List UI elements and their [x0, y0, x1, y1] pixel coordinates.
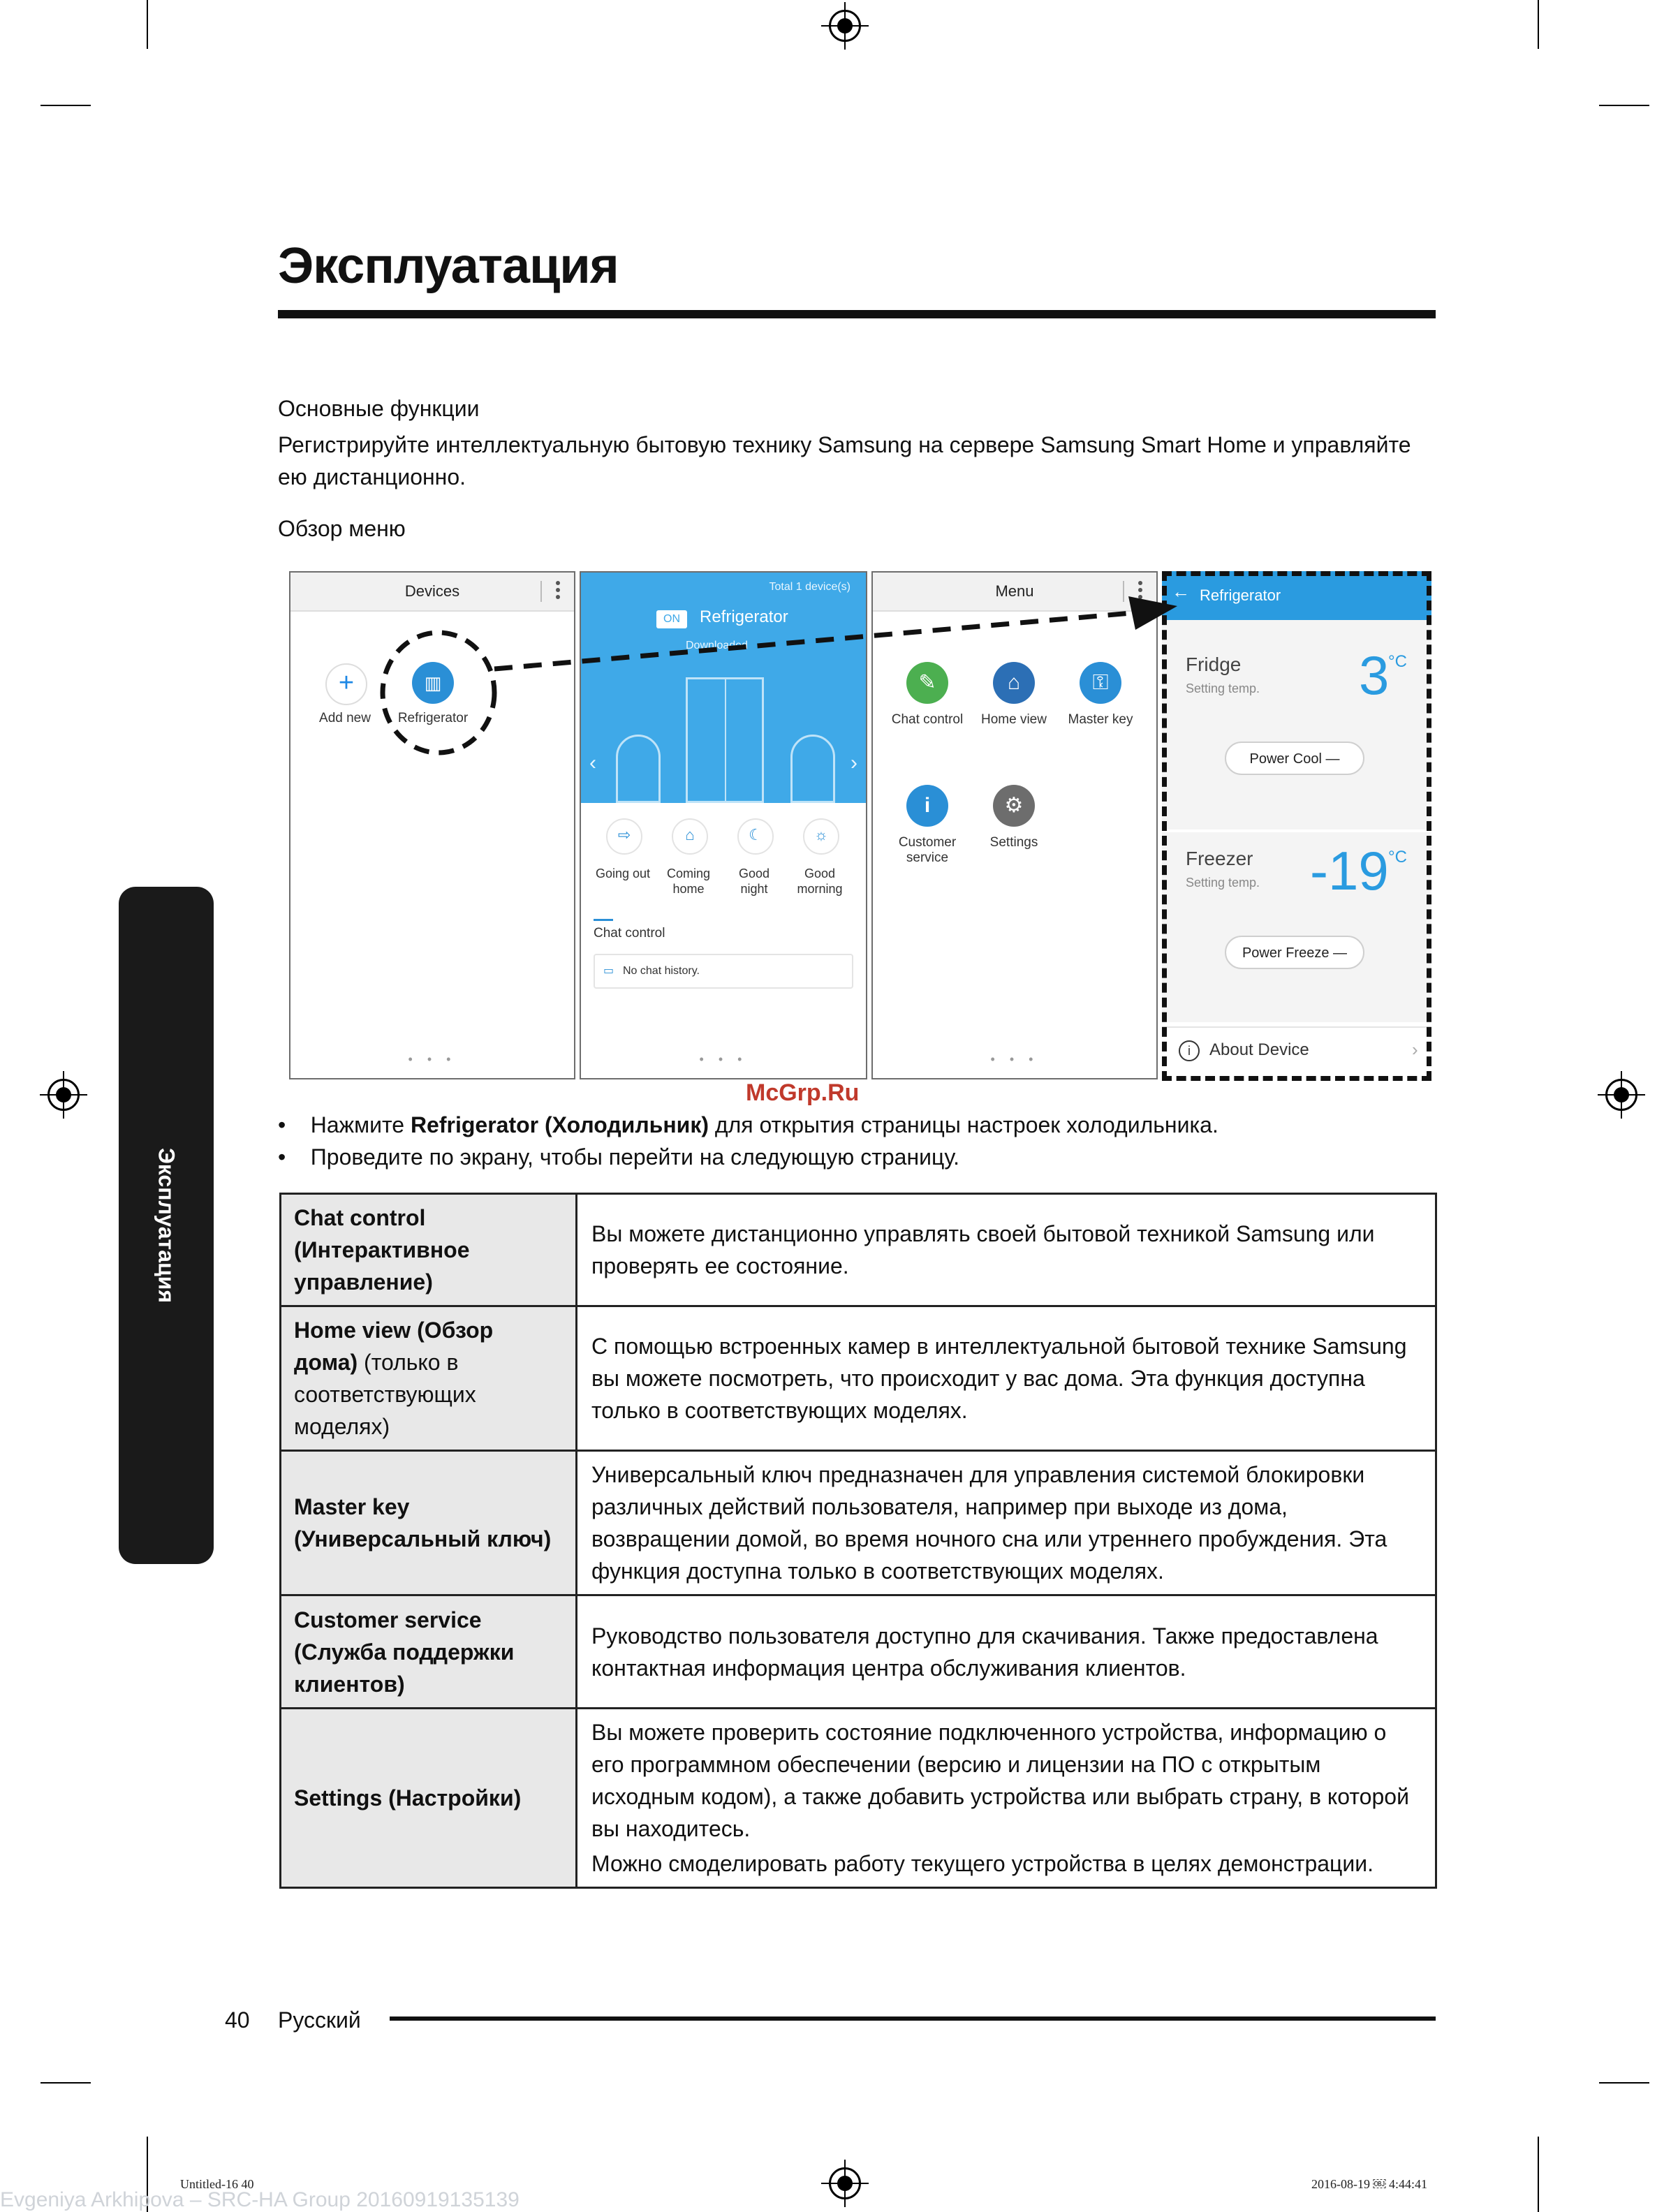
page-number: 40	[225, 2007, 250, 2033]
feature-description: Руководство пользователя доступно для скачивания. Также предоставлена контактная информация центра обслуживания клиентов.	[577, 1595, 1436, 1709]
page-indicator: • • •	[990, 1052, 1039, 1066]
fridge-setting-label: Setting temp.	[1186, 681, 1260, 695]
pointer-arrow	[494, 613, 1131, 669]
menu-title: Menu	[995, 582, 1034, 600]
menu-item-label[interactable]: Settings	[989, 835, 1038, 850]
feature-name: Settings (Настройки)	[281, 1709, 577, 1888]
watermark: McGrp.Ru	[746, 1079, 860, 1106]
feature-name: Home view (Обзор дома)	[294, 1318, 494, 1375]
about-device-label: About Device	[1209, 1040, 1309, 1059]
menu-item-label[interactable]: Customer service	[898, 835, 957, 865]
mode-label[interactable]: Good night	[738, 867, 770, 896]
table-row	[281, 1306, 1436, 1451]
device-status: Downloaded	[686, 640, 748, 651]
section-heading: Основные функции	[278, 396, 480, 421]
page-indicator: • • •	[699, 1052, 748, 1066]
menu-item-label[interactable]: Home view	[981, 712, 1047, 727]
fridge-temperature[interactable]: 3	[1359, 644, 1390, 706]
bullet-text: Нажмите	[310, 1112, 411, 1137]
power-freeze-button[interactable]: Power Freeze —	[1225, 936, 1364, 969]
page-title: Эксплуатация	[278, 238, 619, 294]
table-row	[281, 1595, 1436, 1709]
feature-name: Master key (Универсальный ключ)	[281, 1451, 577, 1595]
features-table	[279, 1193, 1437, 1889]
on-badge: ON	[656, 610, 687, 628]
arrow-head-icon	[1128, 596, 1177, 630]
feature-description: Универсальный ключ предназначен для управления системой блокировки различных действий пользователя, например при выходе из дома, возвращении домой, во время ночного сна или утреннего пробуждения. Эта функция доступна только в соответствующих моделях.	[577, 1451, 1436, 1595]
intro-paragraph: Регистрируйте интеллектуальную бытовую технику Samsung на сервере Samsung Smart Home и управляйте ею дистанционно.	[278, 432, 1411, 489]
feature-name: Chat control (Интерактивное управление)	[281, 1194, 577, 1306]
bullet-bold: Refrigerator (Холодильник)	[410, 1112, 709, 1137]
coming-home-icon[interactable]: ⌂	[672, 818, 708, 855]
mode-label[interactable]: Good morning	[797, 867, 843, 896]
chevron-right-icon[interactable]: ›	[851, 751, 857, 774]
bullet-item: • Проведите по экрану, чтобы перейти на следующую страницу.	[278, 1144, 959, 1170]
total-devices: Total 1 device(s)	[769, 581, 851, 593]
good-morning-icon[interactable]: ☼	[803, 818, 839, 855]
feature-description-cell	[577, 1709, 1436, 1888]
power-cool-button[interactable]: Power Cool —	[1225, 742, 1364, 775]
slug-bottom: Evgeniya Arkhipova – SRC-HA Group 20160919135139	[0, 2188, 520, 2211]
mode-label[interactable]: Coming home	[666, 867, 711, 896]
menu-item-label[interactable]: Master key	[1068, 712, 1133, 727]
table-row	[281, 1194, 1436, 1306]
bullet-item: • Нажмите Refrigerator (Холодильник) для открытия страницы настроек холодильника.	[278, 1112, 1218, 1137]
power-cool-label: Power Cool	[1249, 751, 1322, 767]
slug-right: 2016-08-19 ￼ 4:44:41	[1311, 2177, 1427, 2191]
fridge-label: Fridge	[1186, 654, 1242, 675]
settings-gear-icon[interactable]: ⚙	[993, 785, 1035, 827]
freezer-setting-label: Setting temp.	[1186, 876, 1260, 890]
menu-overview-heading: Обзор меню	[278, 516, 406, 541]
refrigerator-label[interactable]: Refrigerator	[397, 711, 469, 725]
feature-name-cell	[281, 1306, 577, 1451]
language-label: Русский	[278, 2007, 361, 2033]
feature-description: Вы можете дистанционно управлять своей бытовой техникой Samsung или проверять ее состояние.	[577, 1194, 1436, 1306]
chevron-left-icon[interactable]: ‹	[589, 751, 596, 774]
customer-service-icon[interactable]: i	[906, 785, 948, 827]
feature-description: Вы можете проверить состояние подключенного устройства, информацию о его программном обеспечении (версию и лицензии на ПО с открытым исходным кодом), а также добавить устройства или выбрать страну, в которой вы находитесь.	[591, 1720, 1409, 1841]
feature-description: С помощью встроенных камер в интеллектуальной бытовой технике Samsung вы можете посмотреть, что происходит у вас дома. Эта функция доступна только в соответствующих моделях.	[577, 1306, 1436, 1451]
slug-left: Untitled-16 40	[180, 2177, 254, 2191]
devices-title: Devices	[404, 582, 460, 600]
chat-control-icon[interactable]: ✎	[906, 662, 948, 704]
side-tab-label: Эксплуатация	[154, 1147, 179, 1304]
add-new-icon[interactable]: +	[325, 663, 367, 705]
menu-item-label[interactable]: Chat control	[891, 712, 964, 727]
crop-mark	[1538, 2137, 1539, 2212]
freezer-temperature[interactable]: -19	[1310, 840, 1389, 901]
crop-mark	[41, 2082, 91, 2084]
device-name: Refrigerator	[700, 607, 788, 626]
freezer-temp-unit: °C	[1388, 848, 1407, 867]
bullet-text: для открытия страницы настроек холодильника.	[709, 1112, 1218, 1137]
info-icon: i	[1179, 1040, 1200, 1061]
back-arrow-icon[interactable]: ←	[1172, 581, 1190, 602]
table-row	[281, 1709, 1436, 1888]
freezer-label: Freezer	[1186, 848, 1253, 869]
mode-label[interactable]: Going out	[595, 867, 651, 880]
home-view-icon[interactable]: ⌂	[993, 662, 1035, 704]
fridge-temp-unit: °C	[1388, 652, 1407, 671]
highlight-circle	[383, 633, 494, 753]
power-freeze-label: Power Freeze	[1242, 945, 1330, 961]
going-out-icon[interactable]: ⇨	[606, 818, 642, 855]
table-row	[281, 1451, 1436, 1595]
chat-empty-text: No chat history.	[623, 965, 700, 977]
add-new-label[interactable]: Add new	[319, 711, 371, 725]
bullet-text: Проведите по экрану, чтобы перейти на следующую страницу.	[310, 1144, 959, 1170]
bullet-list	[278, 1109, 1430, 1173]
refrigerator-icon[interactable]: ▥	[412, 662, 454, 704]
feature-description-note: Можно смоделировать работу текущего устройства в целях демонстрации.	[591, 1851, 1374, 1876]
master-key-icon[interactable]: ⚿	[1080, 662, 1121, 704]
good-night-icon[interactable]: ☾	[737, 818, 774, 855]
chevron-right-icon: ›	[1412, 1039, 1418, 1060]
chat-bubble-icon: ▭	[603, 965, 614, 977]
fridge-screen-title: Refrigerator	[1200, 587, 1281, 604]
footer-rule	[390, 2016, 1436, 2021]
feature-note: (только в соответствующих моделях)	[294, 1350, 476, 1439]
page-indicator: • • •	[408, 1052, 457, 1066]
registration-mark-icon	[829, 2167, 861, 2199]
feature-name: Customer service (Служба поддержки клиентов)	[281, 1595, 577, 1709]
chat-control-label: Chat control	[594, 926, 665, 941]
crop-mark	[1599, 2082, 1649, 2084]
